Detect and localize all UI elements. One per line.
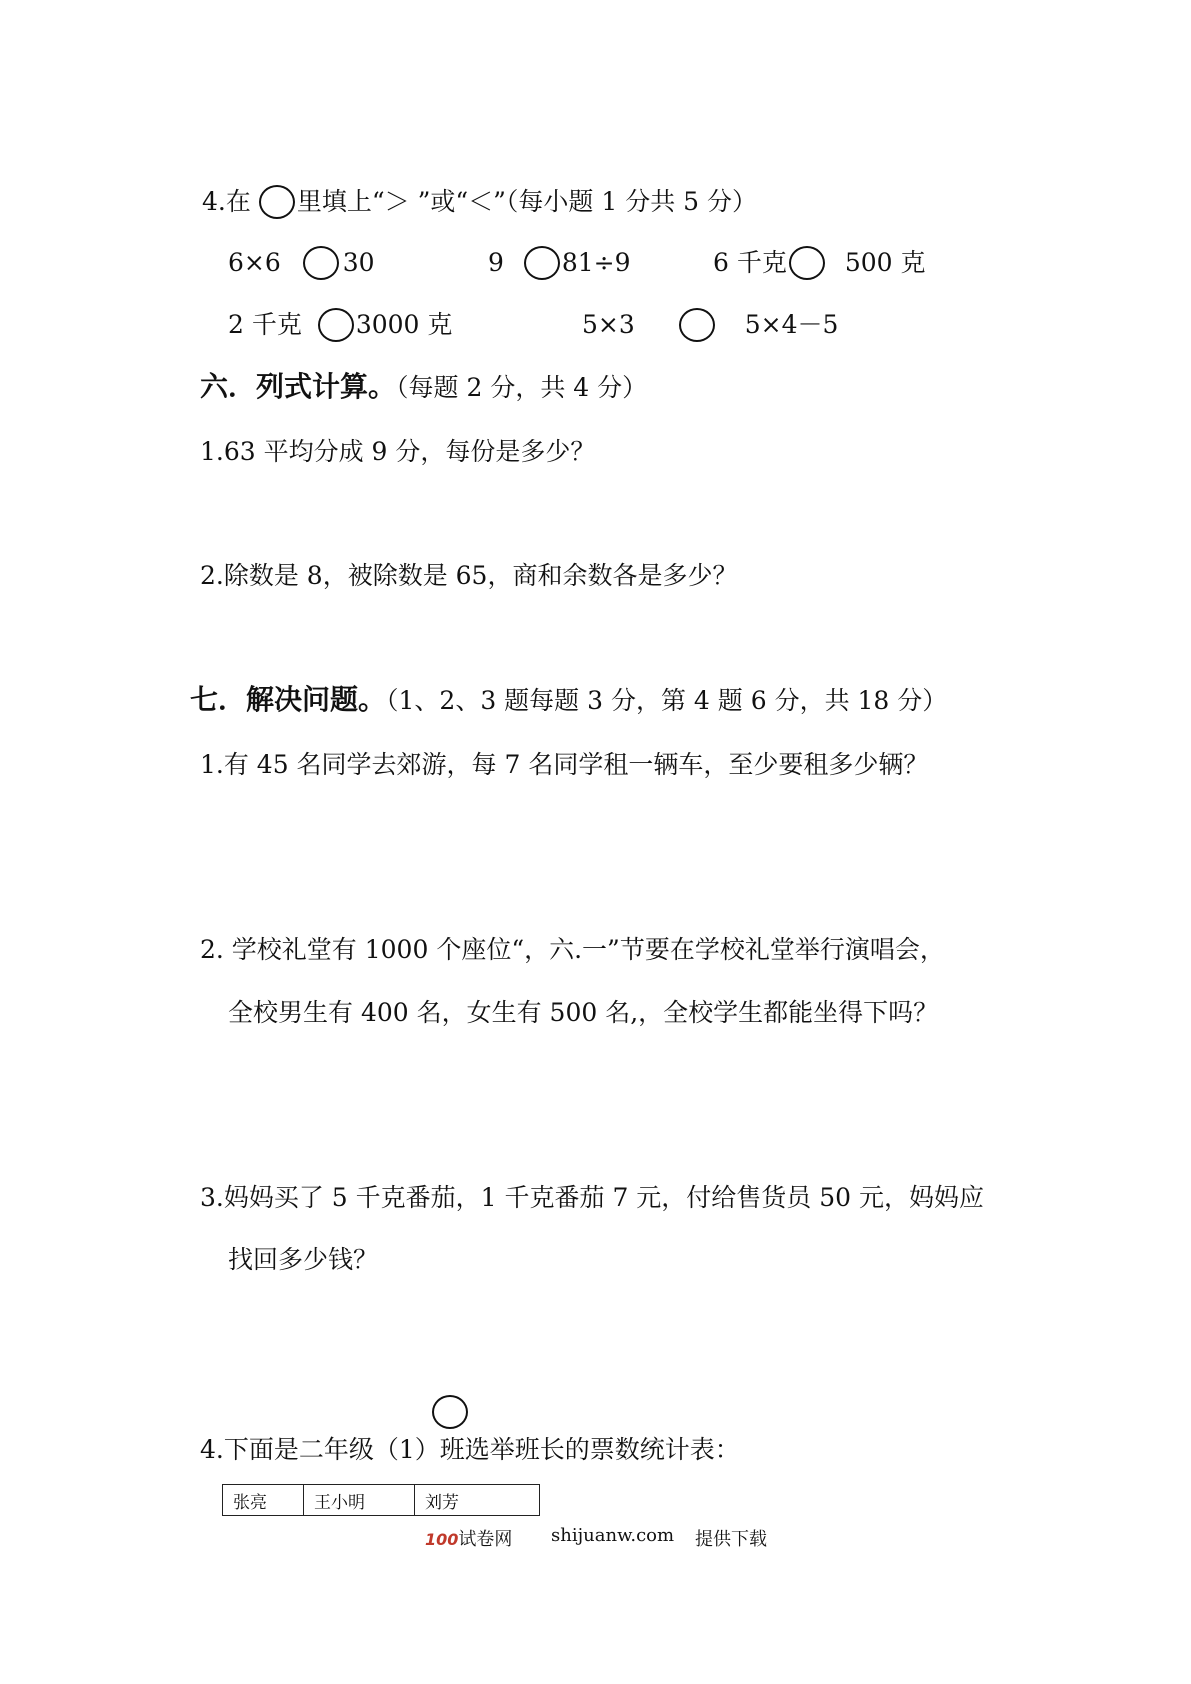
logo-100-icon: 100 <box>425 1530 459 1549</box>
compare-item: 2 千克 3000 克 <box>228 307 452 344</box>
answer-circle[interactable] <box>789 246 825 280</box>
footer-logo-text: 试卷网 <box>458 1529 513 1550</box>
section7-question-3-line-2: 找回多少钱？ <box>228 1245 379 1274</box>
answer-circle[interactable] <box>318 308 354 342</box>
section6-question-1: 1.63 平均分成 9 分，每份是多少？ <box>200 437 596 466</box>
table-header-cell: 王小明 <box>304 1485 415 1516</box>
section6-heading <box>200 370 647 405</box>
circle-blank-icon <box>259 185 295 219</box>
answer-circle[interactable] <box>303 246 339 280</box>
answer-circle[interactable] <box>524 246 560 280</box>
compare-item: 9 81÷9 <box>488 245 631 282</box>
section7-question-1: 1.有 45 名同学去郊游，每 7 名同学租一辆车，至少要租多少辆？ <box>200 750 929 779</box>
section6-note: （每题 2 分，共 4 分） <box>396 373 648 402</box>
q4-instruction-text: 里填上“＞ ”或“＜”（每小题 1 分共 5 分） <box>296 187 758 216</box>
table-header-cell: 刘芳 <box>415 1485 540 1516</box>
section7-question-2-line-2: 全校男生有 400 名，女生有 500 名,，全校学生都能坐得下吗？ <box>228 998 939 1027</box>
compare-item: 6×6 30 <box>228 245 375 282</box>
answer-circle[interactable] <box>679 308 715 342</box>
q4-prefix: 4.在 <box>202 187 251 216</box>
footer <box>425 1525 512 1551</box>
section7-question-4: 4.下面是二年级（1）班选举班长的票数统计表： <box>200 1435 740 1464</box>
section7-heading <box>190 683 947 718</box>
footer-note: 提供下载 <box>695 1529 767 1550</box>
table-header-cell: 张亮 <box>223 1485 304 1516</box>
q4-instruction <box>202 185 757 221</box>
section7-title: 七．解决问题。 <box>190 683 387 716</box>
section7-question-2-line-1: 2. 学校礼堂有 1000 个座位“，六.一”节要在学校礼堂举行演唱会， <box>200 935 945 964</box>
stray-circle-icon <box>432 1395 468 1429</box>
section7-question-3-line-1: 3.妈妈买了 5 千克番茄，1 千克番茄 7 元，付给售货员 50 元，妈妈应 <box>200 1183 985 1212</box>
compare-item: 6 千克 500 克 <box>713 245 926 282</box>
section6-question-2: 2.除数是 8，被除数是 65，商和余数各是多少？ <box>200 561 738 590</box>
footer-site: shijuanw.com <box>551 1525 675 1546</box>
section6-title: 六．列式计算。 <box>200 370 397 403</box>
section7-note: （1、2、3 题每题 3 分，第 4 题 6 分，共 18 分） <box>386 686 948 715</box>
compare-item: 5×3 5×4－5 <box>582 307 838 344</box>
table-row <box>223 1485 540 1516</box>
vote-table <box>222 1484 540 1516</box>
